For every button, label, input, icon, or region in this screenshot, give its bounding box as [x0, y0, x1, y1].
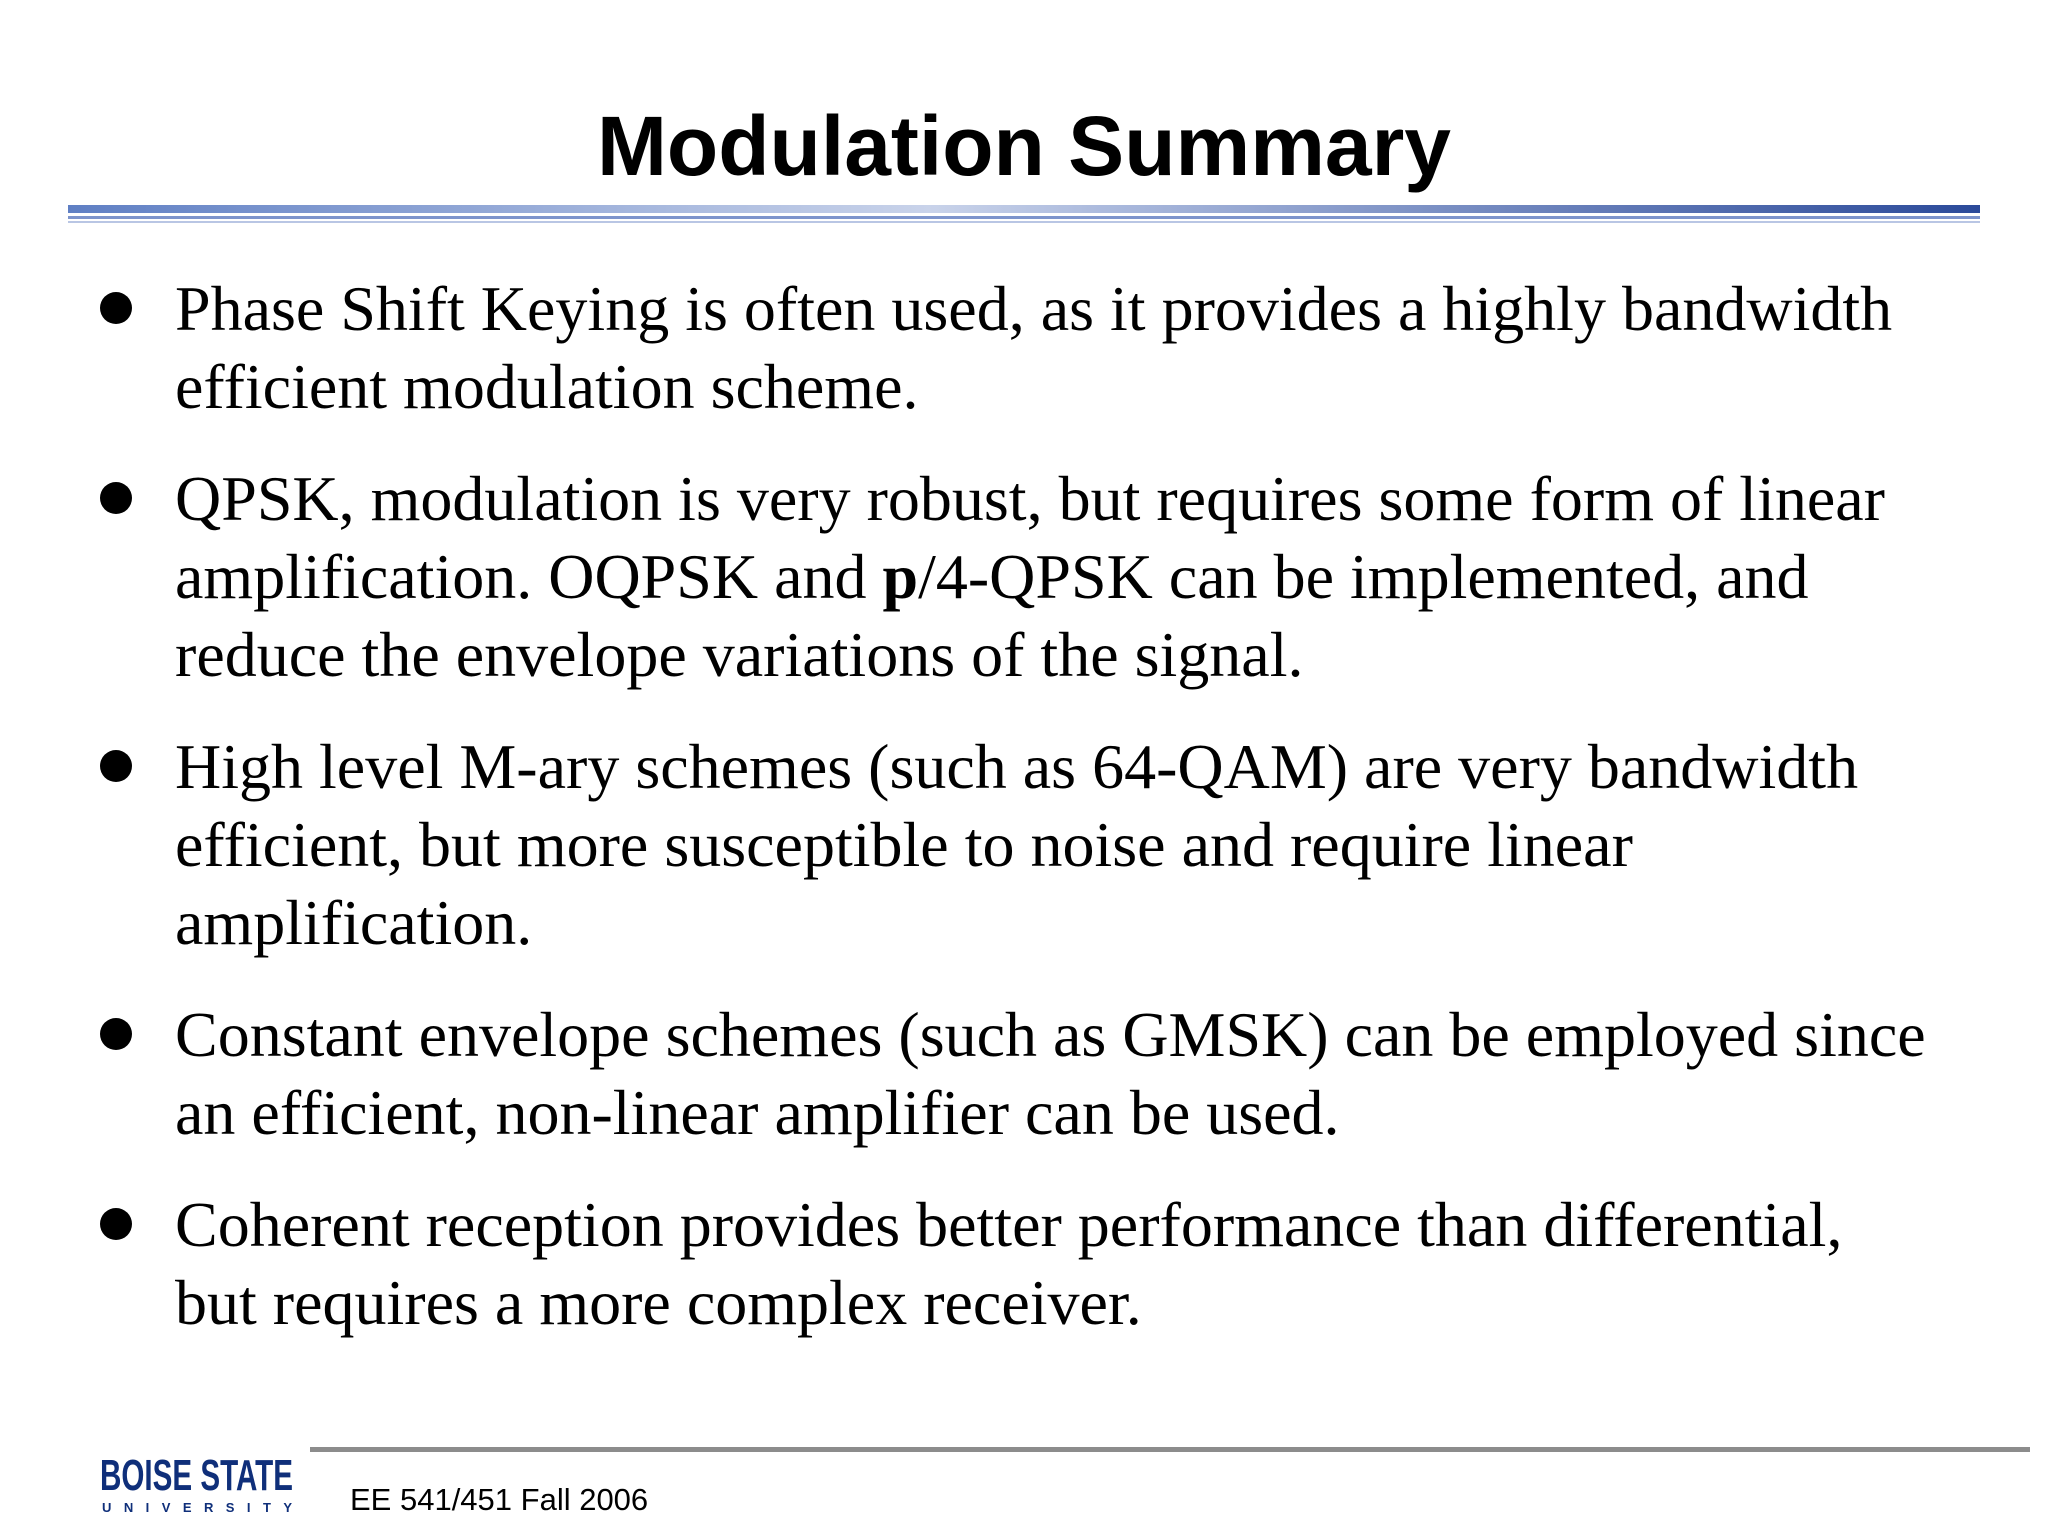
- logo-text-boise-state: BOISE STATE: [100, 1451, 293, 1500]
- logo-text-university: UNIVERSITY: [102, 1500, 292, 1515]
- bullet-icon: [100, 292, 132, 324]
- bullet-icon: [100, 750, 132, 782]
- title-divider: [68, 205, 1980, 225]
- bullet-text-part: /4-QPSK can be implemented, and reduce the envelope variations of the signal.: [175, 541, 1809, 690]
- bullet-item: [0, 460, 1935, 694]
- bullet-list: [0, 270, 2048, 1376]
- bullet-text-part: QPSK, modulation is very robust, but requires some form of linear amplification. OQPSK and: [175, 463, 1885, 612]
- bullet-text: Phase Shift Keying is often used, as it provides a highly bandwidth efficient modulation scheme.: [175, 273, 1893, 422]
- slide-title: Modulation Summary: [596, 99, 1452, 193]
- bullet-item: [0, 270, 1935, 426]
- bullet-icon: [100, 1018, 132, 1050]
- bullet-text: High level M-ary schemes (such as 64-QAM) are very bandwidth efficient, but more susceptible to noise and require linear amplification.: [175, 731, 1859, 958]
- pi-symbol: p: [882, 541, 919, 612]
- course-label: EE 541/451 Fall 2006: [350, 1482, 649, 1517]
- bullet-item: [0, 996, 1935, 1152]
- boise-state-logo-icon: [100, 1448, 295, 1516]
- bullet-text: Coherent reception provides better performance than differential, but requires a more complex receiver.: [175, 1189, 1843, 1338]
- bullet-item: [0, 1186, 1935, 1342]
- bullet-icon: [100, 1208, 132, 1240]
- bullet-text: Constant envelope schemes (such as GMSK) can be employed since an efficient, non-linear amplifier can be used.: [175, 999, 1926, 1148]
- footer-divider: [310, 1447, 2030, 1452]
- bullet-item: [0, 728, 1935, 962]
- bullet-icon: [100, 482, 132, 514]
